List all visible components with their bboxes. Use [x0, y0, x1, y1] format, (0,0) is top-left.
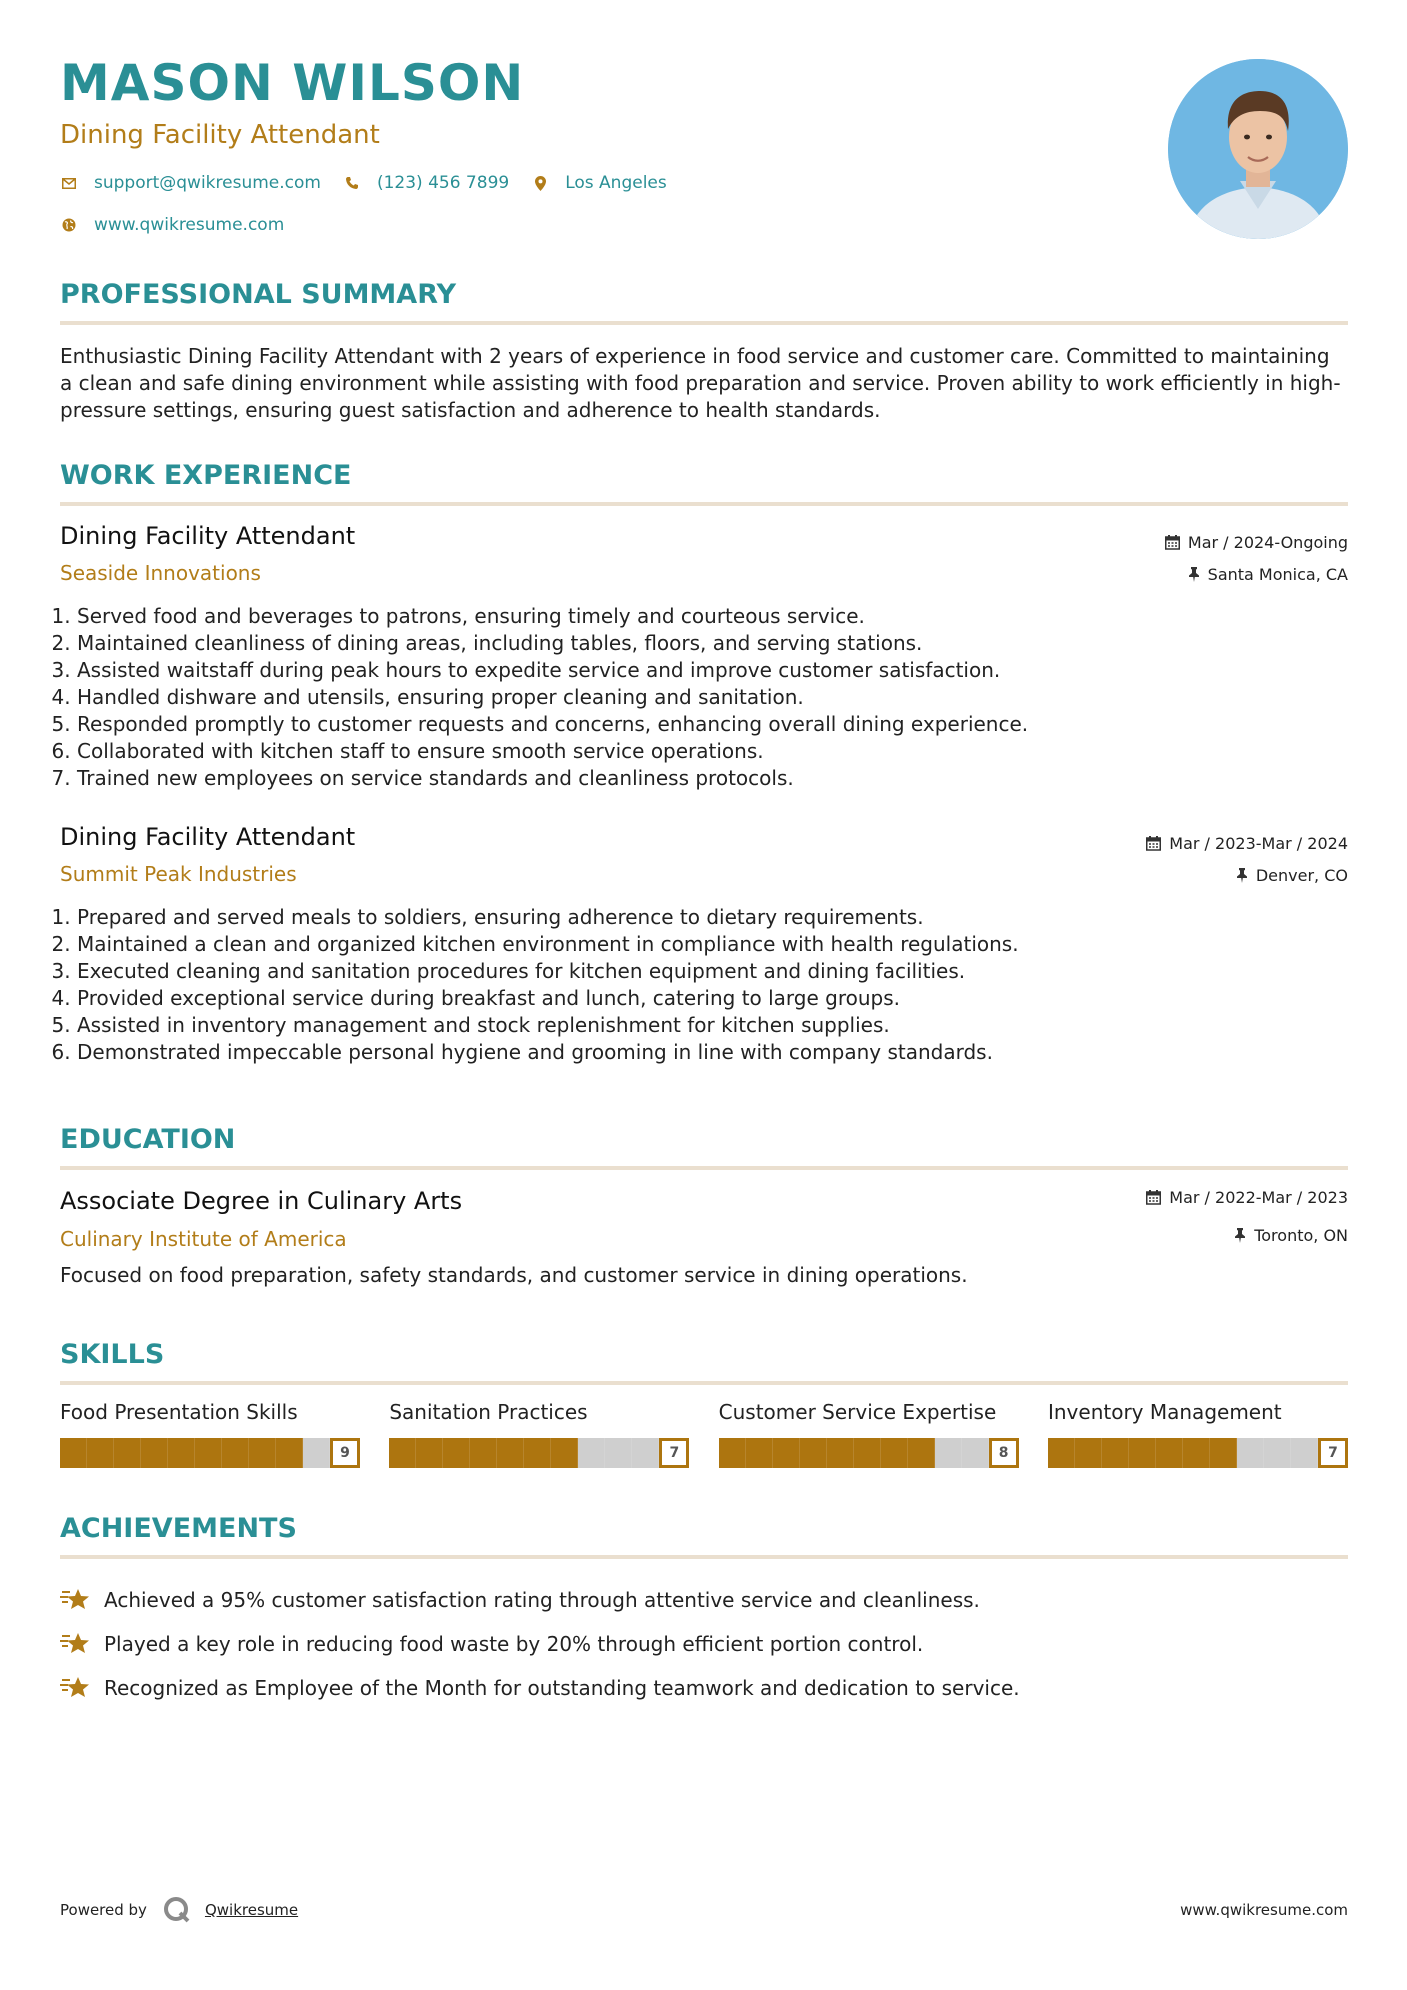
resume-page [60, 0, 1348, 1990]
pushpin-icon [1236, 868, 1248, 883]
achievement-item [60, 1622, 1348, 1666]
job-1-location [1188, 565, 1348, 584]
job-1-duty: 4. Handled dishware and utensils, ensuring proper cleaning and sanitation. [77, 684, 1348, 711]
qwikresume-link[interactable]: Qwikresume [204, 1901, 299, 1919]
job-2-dates [1146, 834, 1348, 853]
skill-bar-track [389, 1438, 659, 1468]
pushpin-icon [1234, 1228, 1246, 1243]
achievement-text: Recognized as Employee of the Month for outstanding teamwork and dedication to service. [104, 1676, 1020, 1700]
skill-item [389, 1400, 689, 1468]
achievements-heading: ACHIEVEMENTS [60, 1513, 1348, 1559]
job-1-title: Dining Facility Attendant [60, 522, 356, 550]
summary-text: Enthusiastic Dining Facility Attendant with 2 years of experience in food service and customer care. Committed to maintaining a clean and safe dining environment while assisting with food preparation and service. Proven ability to work efficiently in high-pressure settings, ensuring guest satisfaction and adherence to health standards. [60, 344, 1341, 422]
calendar-icon [1165, 535, 1180, 550]
education-description: Focused on food preparation, safety standards, and customer service in dining operations. [60, 1263, 968, 1287]
skill-rating-bar [1048, 1438, 1348, 1468]
job-1-dates [1165, 533, 1348, 552]
footer-website-link[interactable]: www.qwikresume.com [1180, 1901, 1348, 1919]
footer [60, 1896, 1348, 1924]
achievements-list [60, 1578, 1348, 1710]
phone-icon [343, 174, 361, 192]
calendar-icon [1146, 836, 1161, 851]
job-1-dates-text: Mar / 2024-Ongoing [1187, 533, 1348, 552]
job-2-duty: 3. Executed cleaning and sanitation procedures for kitchen equipment and dining facilities. [77, 958, 1348, 985]
job-2-duty: 4. Provided exceptional service during breakfast and lunch, catering to large groups. [77, 985, 1348, 1012]
map-pin-icon [531, 174, 549, 192]
skill-name: Sanitation Practices [389, 1400, 588, 1424]
job-1-duty: 6. Collaborated with kitchen staff to ensure smooth service operations. [77, 738, 1348, 765]
star-badge-icon [60, 1630, 94, 1658]
education-heading: EDUCATION [60, 1124, 1348, 1170]
globe-icon [60, 216, 78, 234]
job-1-duty: 5. Responded promptly to customer requests and concerns, enhancing overall dining experience. [77, 711, 1348, 738]
education-degree: Associate Degree in Culinary Arts [60, 1187, 463, 1215]
skill-name: Inventory Management [1047, 1400, 1282, 1424]
achievement-text: Achieved a 95% customer satisfaction rating through attentive service and cleanliness. [104, 1588, 980, 1612]
skill-name: Customer Service Expertise [718, 1400, 997, 1424]
profile-photo [1168, 59, 1348, 239]
skill-level-badge: 7 [1318, 1438, 1348, 1468]
job-1-duty: 2. Maintained cleanliness of dining areas, including tables, floors, and serving stations. [77, 630, 1348, 657]
job-2-duty: 1. Prepared and served meals to soldiers, ensuring adherence to dietary requirements. [77, 904, 1348, 931]
summary-heading: PROFESSIONAL SUMMARY [60, 279, 1348, 325]
job-2-company: Summit Peak Industries [60, 862, 297, 886]
achievement-item [60, 1578, 1348, 1622]
job-1-duty: 7. Trained new employees on service standards and cleanliness protocols. [77, 765, 1348, 792]
skill-bar-track [1048, 1438, 1318, 1468]
skill-level-badge: 9 [330, 1438, 360, 1468]
skill-item [719, 1400, 1019, 1468]
skill-level-badge: 7 [659, 1438, 689, 1468]
job-2-location [1236, 866, 1348, 885]
job-1-duty: 1. Served food and beverages to patrons, ensuring timely and courteous service. [77, 603, 1348, 630]
location-text: Los Angeles [565, 173, 667, 193]
calendar-icon [1146, 1190, 1161, 1205]
skills-heading: SKILLS [60, 1339, 1348, 1385]
skill-item [60, 1400, 360, 1468]
skill-item [1048, 1400, 1348, 1468]
job-2-duty: 2. Maintained a clean and organized kitchen environment in compliance with health regulations. [77, 931, 1348, 958]
job-2-duty: 6. Demonstrated impeccable personal hygiene and grooming in line with company standards. [77, 1039, 1348, 1066]
skill-bar-track [60, 1438, 330, 1468]
skill-rating-bar [60, 1438, 360, 1468]
job-2-title: Dining Facility Attendant [60, 823, 356, 851]
skill-rating-bar [389, 1438, 689, 1468]
powered-by-label: Powered by [60, 1901, 147, 1919]
job-2-duty: 5. Assisted in inventory management and stock replenishment for kitchen supplies. [77, 1012, 1348, 1039]
star-badge-icon [60, 1674, 94, 1702]
phone-text: (123) 456 7899 [376, 173, 510, 193]
website-text: www.qwikresume.com [94, 215, 285, 235]
education-dates-text: Mar / 2022-Mar / 2023 [1169, 1188, 1348, 1207]
skill-level-badge: 8 [989, 1438, 1019, 1468]
email-text: support@qwikresume.com [94, 173, 321, 193]
job-1-location-text: Santa Monica, CA [1207, 565, 1348, 584]
job-1-duties [60, 603, 1348, 792]
contact-phone[interactable] [343, 173, 509, 193]
education-location [1234, 1226, 1348, 1245]
envelope-icon [60, 174, 78, 192]
pushpin-icon [1188, 567, 1200, 582]
job-2-dates-text: Mar / 2023-Mar / 2024 [1169, 834, 1348, 853]
candidate-name: MASON WILSON [60, 54, 525, 112]
qwikresume-logo-icon [163, 1896, 191, 1924]
contact-email[interactable] [60, 173, 321, 193]
education-location-text: Toronto, ON [1254, 1226, 1348, 1245]
job-1-duty: 3. Assisted waitstaff during peak hours to expedite service and improve customer satisfaction. [77, 657, 1348, 684]
powered-by [60, 1896, 298, 1924]
contact-location [531, 173, 667, 193]
skills-list [60, 1400, 1348, 1468]
candidate-role: Dining Facility Attendant [60, 120, 380, 150]
skill-name: Food Presentation Skills [60, 1400, 298, 1424]
skill-bar-track [719, 1438, 989, 1468]
contact-row [60, 173, 689, 193]
experience-heading: WORK EXPERIENCE [60, 460, 1348, 506]
skill-rating-bar [719, 1438, 1019, 1468]
contact-row-website [60, 215, 306, 235]
contact-website[interactable] [60, 215, 284, 235]
job-1-company: Seaside Innovations [60, 561, 261, 585]
star-badge-icon [60, 1586, 94, 1614]
achievement-item [60, 1666, 1348, 1710]
job-2-location-text: Denver, CO [1255, 866, 1348, 885]
job-2-duties [60, 904, 1348, 1066]
achievement-text: Played a key role in reducing food waste by 20% through efficient portion control. [104, 1632, 924, 1656]
education-dates [1146, 1188, 1348, 1207]
education-school: Culinary Institute of America [60, 1227, 347, 1251]
